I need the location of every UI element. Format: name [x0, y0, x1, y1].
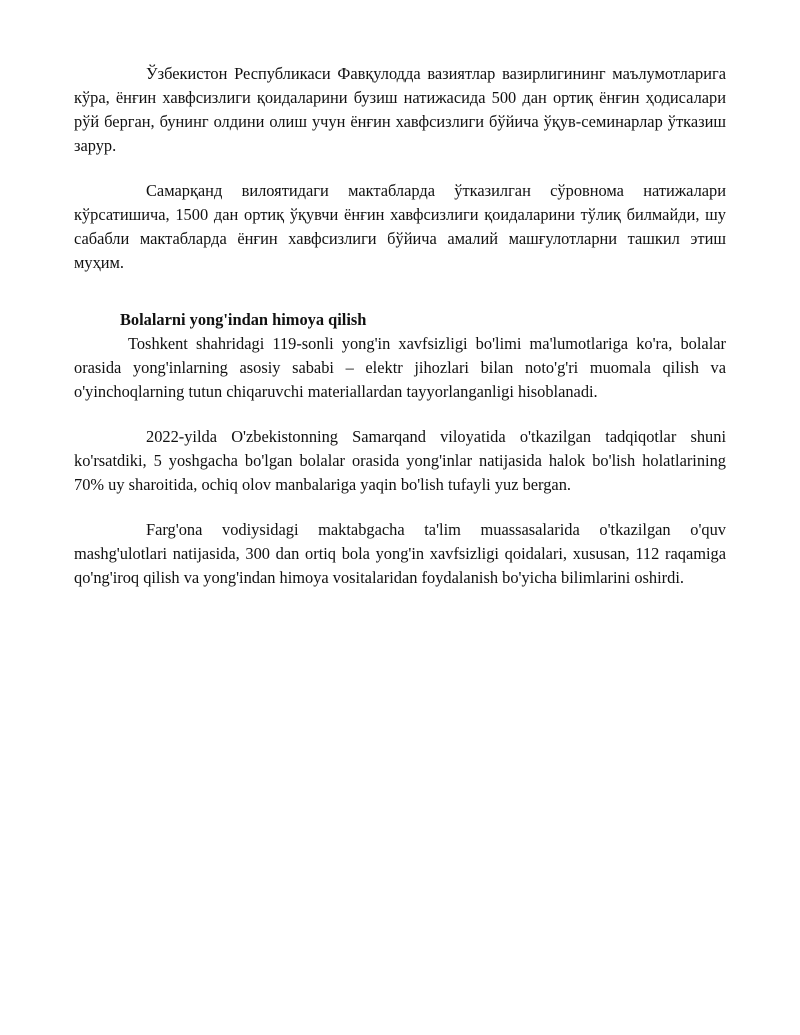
document-page: [74, 62, 726, 590]
paragraph-tashkent-causes: Toshkent shahridagi 119-sonli yong'in xavfsizligi bo'limi ma'lumotlariga ko'ra, bolalar orasida yong'inlarning asosiy sababi – elektr jihozlari bilan noto'g'ri muomala qilish va o'yinchoqlarning tutun chiqaruvchi materiallardan tayyorlanganligi hisoblanadi.: [74, 334, 726, 401]
paragraph-emergency-stats: Ўзбекистон Республикаси Фавқулодда вазиятлар вазирлигининг маълумотларига кўра, ёнғин хавфсизлиги қоидаларини бузиш натижасида 500 дан ортиқ ёнғин ҳодисалари рўй берган, бунинг олдини олиш учун ёнғин хавфсизлиги бўйича ўқув-семинарлар ўтказиш зарур.: [74, 64, 726, 155]
paragraph-samarqand-research: 2022-yilda O'zbekistonning Samarqand viloyatida o'tkazilgan tadqiqotlar shuni ko'rsatdiki, 5 yoshgacha bo'lgan bolalar orasida yong'inlar natijasida halok bo'lish holatlarining 70% uy sharoitida, ochiq olov manbalariga yaqin bo'lish tufayli yuz bergan.: [74, 427, 726, 494]
section-heading: Bolalarni yong'indan himoya qilish: [120, 310, 367, 329]
section-spacer: [74, 296, 726, 308]
section-child-fire-protection: [74, 308, 726, 590]
paragraph-school-survey: Самарқанд вилоятидаги мактабларда ўтказилган сўровнома натижалари кўрсатишича, 1500 дан ортиқ ўқувчи ёнғин хавфсизлиги қоидаларини тўлиқ билмайди, шу сабабли мактабларда ёнғин хавфсизлиги бўйича амалий машғулотларни ташкил этиш муҳим.: [74, 181, 726, 272]
paragraph-fergana-training: Farg'ona vodiysidagi maktabgacha ta'lim muassasalarida o'tkazilgan o'quv mashg'ulotlari natijasida, 300 dan ortiq bola yong'in xavfsizligi qoidalari, xususan, 112 raqamiga qo'ng'iroq qilish va yong'indan himoya vositalaridan foydalanish bo'yicha bilimlarini oshirdi.: [74, 520, 726, 587]
